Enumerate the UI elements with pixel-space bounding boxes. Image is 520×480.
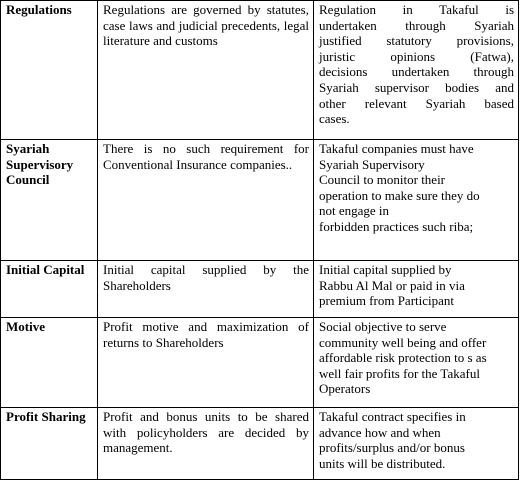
- row-label: Profit Sharing: [1, 408, 98, 480]
- takaful-line: Syariah Supervisory: [319, 156, 425, 172]
- takaful-line: Takaful companies must have: [319, 141, 474, 156]
- takaful-line: Rabbu Al Mal or paid in via: [319, 277, 465, 293]
- takaful-line: units will be distributed.: [319, 455, 446, 471]
- takaful-line: community well being and offer: [319, 334, 487, 350]
- table-row: [1, 261, 519, 318]
- row-label: Motive: [1, 318, 98, 408]
- row-label: Initial Capital: [1, 261, 98, 318]
- takaful-cell: [314, 408, 519, 480]
- conventional-cell: Profit and bonus units to be shared with policyholders are decided by management.: [98, 408, 314, 480]
- takaful-line: Regulation in Takaful is: [319, 2, 514, 17]
- takaful-line: undertaken through Syariah: [319, 17, 514, 33]
- takaful-cell: [314, 140, 519, 261]
- takaful-line: cases.: [319, 111, 350, 127]
- conventional-cell: There is no such requirement for Conventional Insurance companies..: [98, 140, 314, 261]
- takaful-cell: [314, 318, 519, 408]
- takaful-line: operation to make sure they do: [319, 187, 480, 203]
- takaful-line: decisions undertaken through: [319, 64, 514, 80]
- takaful-cell: [314, 1, 519, 140]
- takaful-line: Syariah supervisor bodies and: [319, 79, 514, 95]
- conventional-cell: Initial capital supplied by the Shareholders: [98, 261, 314, 318]
- takaful-line: juristic opinions (Fatwa),: [319, 48, 514, 64]
- takaful-line: well fair profits for the Takaful: [319, 365, 480, 381]
- takaful-line: other relevant Syariah based: [319, 95, 514, 111]
- takaful-line: Operators: [319, 381, 371, 397]
- row-label: Syariah Supervisory Council: [1, 140, 98, 261]
- conventional-cell: Profit motive and maximization of returns to Shareholders: [98, 318, 314, 408]
- takaful-line: Council to monitor their: [319, 172, 446, 188]
- takaful-line: advance how and when: [319, 424, 441, 440]
- takaful-line: premium from Participant: [319, 293, 455, 309]
- takaful-line: forbidden practices such riba;: [319, 218, 474, 234]
- takaful-line: justified statutory provisions,: [319, 33, 514, 49]
- conventional-cell: Regulations are governed by statutes, case laws and judicial precedents, legal literature and customs: [98, 1, 314, 140]
- takaful-cell: [314, 261, 519, 318]
- takaful-line: Social objective to serve: [319, 319, 447, 334]
- table-row: [1, 140, 519, 261]
- row-label: Regulations: [1, 1, 98, 140]
- table-row: [1, 1, 519, 140]
- takaful-line: not engage in: [319, 203, 390, 219]
- table-row: [1, 408, 519, 480]
- takaful-line: profits/surplus and/or bonus: [319, 440, 465, 456]
- table-row: [1, 318, 519, 408]
- takaful-line: affordable risk protection to s as: [319, 350, 487, 366]
- takaful-line: Takaful contract specifies in: [319, 409, 466, 424]
- takaful-line: Initial capital supplied by: [319, 262, 452, 277]
